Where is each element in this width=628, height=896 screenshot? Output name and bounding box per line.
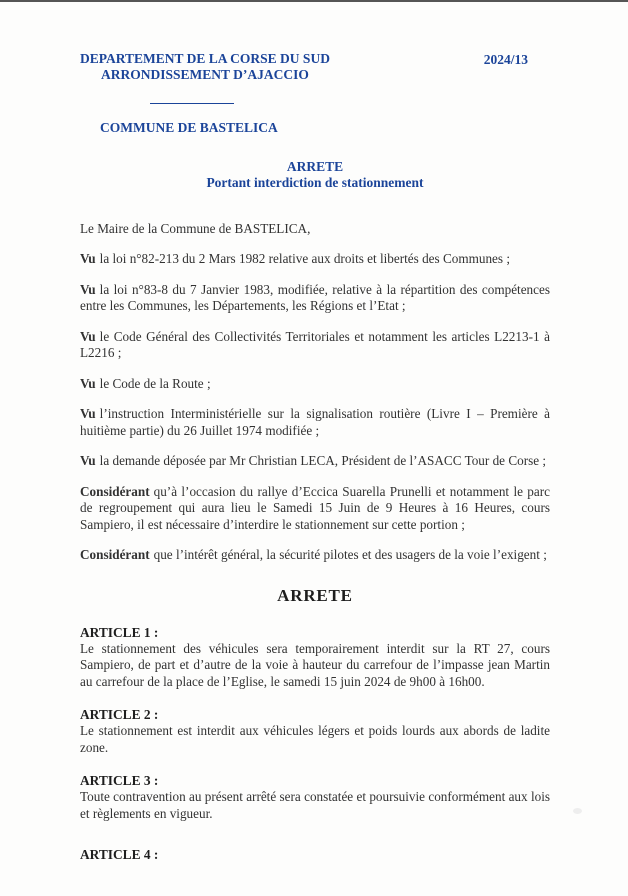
scan-edge <box>0 0 628 2</box>
decree-heading: ARRETE <box>277 585 353 605</box>
article-heading: ARTICLE 4 : <box>80 847 159 863</box>
clause-lead: Vu <box>80 251 96 267</box>
authority-block <box>80 51 330 83</box>
scan-artifact <box>573 808 582 814</box>
article-3 <box>80 772 550 822</box>
clause-vu-4 <box>80 376 550 393</box>
clause-lead: Vu <box>80 406 96 422</box>
arrondissement-line: ARRONDISSEMENT D’AJACCIO <box>101 67 309 82</box>
clause-lead: Vu <box>80 328 96 344</box>
clause-lead: Vu <box>80 375 96 391</box>
intro-line: Le Maire de la Commune de BASTELICA, <box>80 221 311 236</box>
clause-text: la loi n°83-8 du 7 Janvier 1983, modifiée, relative à la répartition des compétences entre les Communes, les Départements, les Régions et l’Etat ; <box>80 281 550 314</box>
clause-text: le Code de la Route ; <box>99 375 211 391</box>
article-heading: ARTICLE 1 : <box>80 624 159 640</box>
clause-vu-1 <box>80 251 550 268</box>
clause-lead: Vu <box>80 453 96 469</box>
clause-lead: Considérant <box>80 483 150 499</box>
clause-vu-5 <box>80 406 550 439</box>
article-heading: ARTICLE 2 : <box>80 707 159 723</box>
document-header <box>80 51 550 83</box>
clause-vu-3 <box>80 329 550 362</box>
clause-text: la demande déposée par Mr Christian LECA, Président de l’ASACC Tour de Corse ; <box>99 453 547 469</box>
reference-number: 2024/13 <box>483 52 528 67</box>
document-title: ARRETE <box>286 159 344 174</box>
article-text: Toute contravention au présent arrêté sera constatée et poursuivie conformément aux lois et règlements en vigueur. <box>80 789 550 821</box>
article-heading: ARTICLE 3 : <box>80 773 159 789</box>
article-2 <box>80 706 550 756</box>
clause-text: le Code Général des Collectivités Territoriales et notamment les articles L2213-1 à L2216 ; <box>80 328 550 361</box>
department-line: DEPARTEMENT DE LA CORSE DU SUD <box>80 51 330 66</box>
clause-text: que l’intérêt général, la sécurité pilotes et des usagers de la voie l’exigent ; <box>153 547 547 563</box>
clause-text: l’instruction Interministérielle sur la signalisation routière (Livre I – Première à huitième partie) du 26 Juillet 1974 modifiée ; <box>80 406 550 438</box>
article-4 <box>80 846 550 863</box>
article-1 <box>80 624 550 691</box>
clause-considerant-2 <box>80 547 550 564</box>
commune-name: COMMUNE DE BASTELICA <box>100 120 278 135</box>
title-block <box>80 159 550 191</box>
article-text: Le stationnement des véhicules sera temporairement interdit sur la RT 27, cours Sampiero, de part et d’autre de la voie à hauteur du carrefour de l’impasse jean Martin au carrefour de la place de l’Eglise, le samedi 15 juin 2024 de 9h00 à 16h00. <box>80 640 550 689</box>
document-subtitle: Portant interdiction de stationnement <box>206 175 424 190</box>
clause-vu-6 <box>80 453 550 470</box>
article-text: Le stationnement est interdit aux véhicules légers et poids lourds aux abords de ladite zone. <box>80 723 550 755</box>
clause-lead: Considérant <box>80 547 150 563</box>
header-divider <box>150 103 234 104</box>
clause-vu-2 <box>80 282 550 315</box>
clause-lead: Vu <box>80 281 96 297</box>
clause-text: la loi n°82-213 du 2 Mars 1982 relative aux droits et libertés des Communes ; <box>99 251 511 267</box>
clause-considerant-1 <box>80 484 550 534</box>
clause-text: qu’à l’occasion du rallye d’Eccica Suarella Prunelli et notamment le parc de regroupement qui aura lieu le Samedi 15 Juin de 9 Heures à 16 Heures, cours Sampiero, il est nécessaire d’interdire le stationnement sur cette portion ; <box>80 483 550 532</box>
